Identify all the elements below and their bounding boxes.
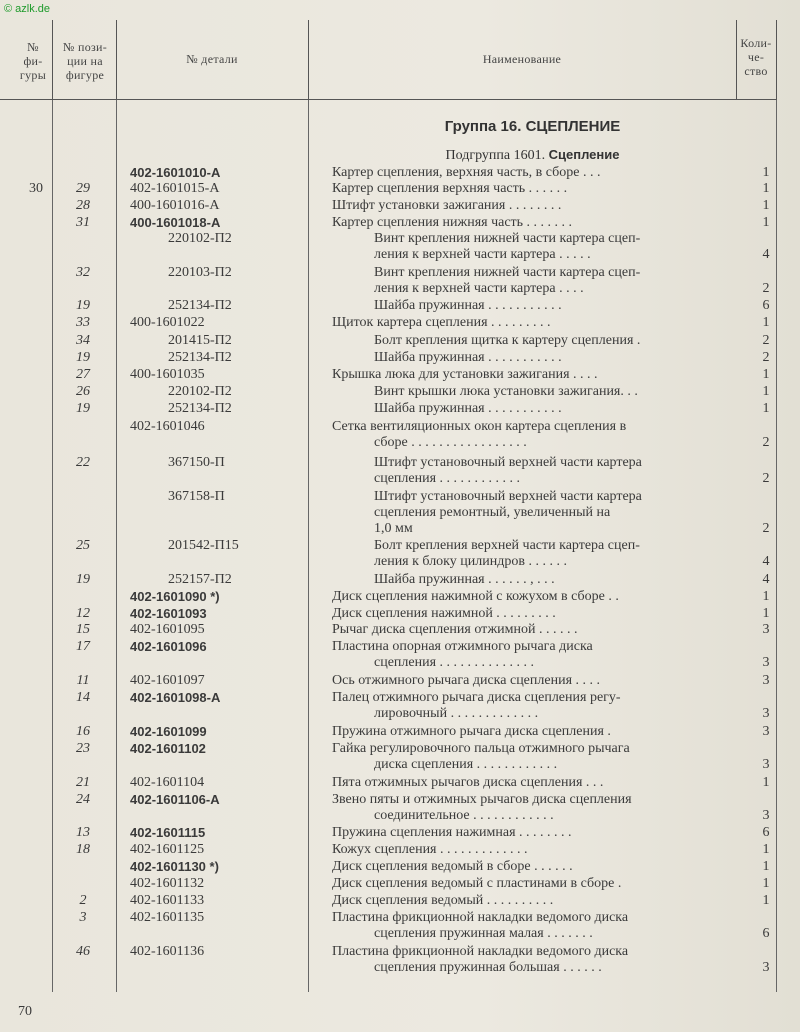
row-name xyxy=(332,825,732,841)
table-header xyxy=(0,20,800,100)
row-part-number: 201542-П15 xyxy=(168,538,239,553)
row-position: 46 xyxy=(76,944,90,959)
row-name-line: Шайба пружинная . . . . . . . . . . . xyxy=(374,401,562,416)
row-part-number: 201415-П2 xyxy=(168,333,232,348)
row-quantity: 2 xyxy=(762,471,770,486)
row-name xyxy=(332,792,732,824)
row-name-line: Звено пяты и отжимных рычагов диска сцепления xyxy=(332,792,632,807)
row-name-line: Картер сцепления, верхняя часть, в сборе . . . xyxy=(332,165,601,180)
row-name-line: диска сцепления . . . . . . . . . . . . xyxy=(374,757,558,772)
row-part-number: 402-1601046 xyxy=(130,419,205,434)
row-part-number: 252157-П2 xyxy=(168,572,232,587)
row-quantity: 1 xyxy=(762,181,770,196)
row-quantity: 1 xyxy=(762,859,770,874)
group-title: Группа 16. СЦЕПЛЕНИЕ xyxy=(444,118,621,135)
row-name xyxy=(332,842,732,858)
row-name-line: Картер сцепления нижняя часть . . . . . . . xyxy=(332,215,573,230)
row-name xyxy=(374,350,732,366)
row-name-line: Диск сцепления ведомый в сборе . . . . . . xyxy=(332,859,573,874)
row-part-number: 402-1601093 xyxy=(130,606,207,621)
row-quantity: 2 xyxy=(762,281,770,296)
row-name xyxy=(332,673,732,689)
row-quantity: 1 xyxy=(762,589,770,604)
row-quantity: 2 xyxy=(762,333,770,348)
header-pos: № пози- ции на фигуре xyxy=(62,40,108,82)
row-part-number: 252134-П2 xyxy=(168,298,232,313)
row-part-number: 220102-П2 xyxy=(168,384,232,399)
row-quantity: 3 xyxy=(762,706,770,721)
row-name xyxy=(374,489,732,537)
row-name-line: Штифт установки зажигания . . . . . . . . xyxy=(332,198,562,213)
row-name-line: Щиток картера сцепления . . . . . . . . . xyxy=(332,315,551,330)
row-name-line: Пружина сцепления нажимная . . . . . . . . xyxy=(332,825,572,840)
row-part-number: 220103-П2 xyxy=(168,265,232,280)
row-quantity: 1 xyxy=(762,165,770,180)
row-part-number: 402-1601125 xyxy=(130,842,205,857)
row-quantity: 4 xyxy=(762,247,770,262)
row-part-number: 367150-П xyxy=(168,455,225,470)
row-name xyxy=(374,384,732,400)
row-name xyxy=(332,622,732,638)
row-part-number: 402-1601133 xyxy=(130,893,205,908)
row-quantity: 4 xyxy=(762,554,770,569)
row-part-number: 402-1601099 xyxy=(130,724,207,739)
row-position: 25 xyxy=(76,538,90,553)
row-name xyxy=(374,401,732,417)
row-position: 18 xyxy=(76,842,90,857)
row-name-line: Пластина фрикционной накладки ведомого диска xyxy=(332,910,629,925)
row-name xyxy=(332,215,732,231)
row-quantity: 2 xyxy=(762,350,770,365)
row-position: 11 xyxy=(76,673,90,688)
row-quantity: 3 xyxy=(762,960,770,975)
row-fig: 30 xyxy=(29,181,43,196)
row-part-number: 402-1601096 xyxy=(130,639,207,654)
row-name xyxy=(332,165,732,181)
row-name xyxy=(332,606,732,622)
row-position: 17 xyxy=(76,639,90,654)
row-part-number: 402-1601097 xyxy=(130,673,205,688)
row-part-number: 402-1601015-А xyxy=(130,181,220,196)
row-part-number: 402-1601090 *) xyxy=(130,589,220,604)
row-part-number: 402-1601130 *) xyxy=(130,859,219,874)
row-name-line: Штифт установочный верхней части картера xyxy=(374,455,642,470)
row-position: 26 xyxy=(76,384,90,399)
row-name xyxy=(374,572,732,588)
row-position: 22 xyxy=(76,455,90,470)
row-part-number: 252134-П2 xyxy=(168,350,232,365)
row-name-line: ления к верхней части картера . . . . xyxy=(374,281,584,296)
row-part-number: 402-1601132 xyxy=(130,876,205,891)
row-name-line: сцепления пружинная большая . . . . . . xyxy=(374,960,602,975)
row-quantity: 1 xyxy=(762,384,770,399)
row-position: 29 xyxy=(76,181,90,196)
row-part-number: 400-1601018-А xyxy=(130,215,221,230)
row-name-line: Сетка вентиляционных окон картера сцепления в xyxy=(332,419,627,434)
row-name-line: Диск сцепления нажимной . . . . . . . . . xyxy=(332,606,556,621)
row-name-line: Гайка регулировочного пальца отжимного рычага xyxy=(332,741,630,756)
row-part-number: 402-1601010-А xyxy=(130,165,221,180)
header-qty: Коли- че- ство xyxy=(740,36,772,78)
row-name-line: Кожух сцепления . . . . . . . . . . . . . xyxy=(332,842,528,857)
row-position: 31 xyxy=(76,215,90,230)
row-position: 3 xyxy=(79,910,87,925)
row-name xyxy=(332,181,732,197)
row-name-line: Рычаг диска сцепления отжимной . . . . . . xyxy=(332,622,578,637)
row-name xyxy=(332,198,732,214)
row-name-line: ления к блоку цилиндров . . . . . . xyxy=(374,554,567,569)
row-position: 15 xyxy=(76,622,90,637)
row-quantity: 1 xyxy=(762,367,770,382)
row-part-number: 402-1601106-А xyxy=(130,792,220,807)
row-quantity: 1 xyxy=(762,401,770,416)
page-number: 70 xyxy=(18,1004,32,1019)
row-name xyxy=(332,315,732,331)
row-name-line: сцепления пружинная малая . . . . . . . xyxy=(374,926,593,941)
row-position: 14 xyxy=(76,690,90,705)
row-name xyxy=(332,589,732,605)
header-fig: № фи- гуры xyxy=(19,40,47,82)
row-part-number: 402-1601104 xyxy=(130,775,205,790)
row-name xyxy=(374,298,732,314)
row-name-line: Крышка люка для установки зажигания . . . . xyxy=(332,367,598,382)
row-part-number: 400-1601035 xyxy=(130,367,205,382)
row-quantity: 1 xyxy=(762,198,770,213)
row-name-line: Болт крепления верхней части картера сцеп- xyxy=(374,538,640,553)
row-quantity: 3 xyxy=(762,655,770,670)
row-name xyxy=(332,893,732,909)
row-name xyxy=(374,455,732,487)
row-part-number: 400-1601016-А xyxy=(130,198,220,213)
row-name xyxy=(332,724,732,740)
row-name xyxy=(332,741,732,773)
watermark: © azlk.de xyxy=(4,3,51,15)
row-name xyxy=(332,639,732,671)
row-name-line: Шайба пружинная . . . . . . . . . . . xyxy=(374,298,562,313)
row-part-number: 400-1601022 xyxy=(130,315,205,330)
row-position: 13 xyxy=(76,825,90,840)
row-quantity: 1 xyxy=(762,893,770,908)
row-name-line: Штифт установочный верхней части картера xyxy=(374,489,642,504)
row-quantity: 1 xyxy=(762,842,770,857)
row-name xyxy=(374,231,732,263)
row-name-line: сборе . . . . . . . . . . . . . . . . . xyxy=(374,435,527,450)
row-name-line: Диск сцепления нажимной с кожухом в сборе . . xyxy=(332,589,619,604)
row-quantity: 4 xyxy=(762,572,770,587)
row-position: 16 xyxy=(76,724,90,739)
row-part-number: 402-1601136 xyxy=(130,944,205,959)
row-name-line: Винт крепления нижней части картера сцеп- xyxy=(374,265,641,280)
header-name: Наименование xyxy=(482,52,562,66)
row-name-line: Картер сцепления верхняя часть . . . . . . xyxy=(332,181,568,196)
row-part-number: 402-1601098-А xyxy=(130,690,221,705)
row-quantity: 2 xyxy=(762,435,770,450)
row-quantity: 3 xyxy=(762,724,770,739)
row-quantity: 1 xyxy=(762,215,770,230)
row-position: 2 xyxy=(79,893,87,908)
row-quantity: 3 xyxy=(762,673,770,688)
row-position: 19 xyxy=(76,298,90,313)
row-quantity: 3 xyxy=(762,757,770,772)
row-position: 19 xyxy=(76,350,90,365)
row-quantity: 3 xyxy=(762,622,770,637)
row-name-line: Шайба пружинная . . . . . . , . . . xyxy=(374,572,555,587)
row-name-line: Винт крышки люка установки зажигания. . . xyxy=(374,384,638,399)
row-part-number: 402-1601095 xyxy=(130,622,205,637)
row-quantity: 2 xyxy=(762,521,770,536)
header-part: № детали xyxy=(186,52,238,66)
row-name-line: Шайба пружинная . . . . . . . . . . . xyxy=(374,350,562,365)
row-name-line: лировочный . . . . . . . . . . . . . xyxy=(374,706,539,721)
row-quantity: 1 xyxy=(762,876,770,891)
row-name xyxy=(332,367,732,383)
row-position: 34 xyxy=(76,333,90,348)
row-position: 12 xyxy=(76,606,90,621)
row-position: 19 xyxy=(76,572,90,587)
row-name-line: сцепления ремонтный, увеличенный на xyxy=(374,505,611,520)
row-name xyxy=(332,910,732,942)
row-position: 19 xyxy=(76,401,90,416)
row-part-number: 402-1601102 xyxy=(130,741,206,756)
row-name-line: Пята отжимных рычагов диска сцепления . . . xyxy=(332,775,604,790)
row-name-line: Диск сцепления ведомый с пластинами в сборе . xyxy=(332,876,622,891)
row-position: 33 xyxy=(76,315,90,330)
row-position: 32 xyxy=(76,265,90,280)
row-name xyxy=(332,775,732,791)
row-name-line: Винт крепления нижней части картера сцеп- xyxy=(374,231,641,246)
row-part-number: 402-1601115 xyxy=(130,825,206,840)
row-position: 27 xyxy=(76,367,90,382)
row-part-number: 252134-П2 xyxy=(168,401,232,416)
row-name-line: Пластина фрикционной накладки ведомого диска xyxy=(332,944,629,959)
row-name xyxy=(332,690,732,722)
row-part-number: 220102-П2 xyxy=(168,231,232,246)
row-quantity: 6 xyxy=(762,926,770,941)
row-name-line: сцепления . . . . . . . . . . . . . . xyxy=(374,655,535,670)
row-name xyxy=(332,859,732,875)
row-name-line: Диск сцепления ведомый . . . . . . . . . . xyxy=(332,893,554,908)
row-name-line: сцепления . . . . . . . . . . . . xyxy=(374,471,521,486)
row-name-line: Палец отжимного рычага диска сцепления регу- xyxy=(332,690,621,705)
subgroup-title: Подгруппа 1601. Сцепление xyxy=(445,147,620,163)
row-position: 23 xyxy=(76,741,90,756)
row-quantity: 3 xyxy=(762,808,770,823)
row-name xyxy=(374,265,732,297)
row-name xyxy=(332,419,732,451)
row-name xyxy=(374,333,732,349)
row-quantity: 6 xyxy=(762,298,770,313)
row-part-number: 402-1601135 xyxy=(130,910,205,925)
row-quantity: 6 xyxy=(762,825,770,840)
row-part-number: 367158-П xyxy=(168,489,225,504)
row-name xyxy=(374,538,732,570)
row-position: 21 xyxy=(76,775,90,790)
row-position: 24 xyxy=(76,792,90,807)
row-name xyxy=(332,876,732,892)
row-name-line: ления к верхней части картера . . . . . xyxy=(374,247,591,262)
row-quantity: 1 xyxy=(762,775,770,790)
row-quantity: 1 xyxy=(762,606,770,621)
row-name-line: соединительное . . . . . . . . . . . . xyxy=(374,808,554,823)
row-name xyxy=(332,944,732,976)
row-name-line: 1,0 мм xyxy=(374,521,413,536)
row-name-line: Пружина отжимного рычага диска сцепления . xyxy=(332,724,611,739)
row-name-line: Ось отжимного рычага диска сцепления . . . . xyxy=(332,673,601,688)
row-name-line: Болт крепления щитка к картеру сцепления . xyxy=(374,333,641,348)
row-position: 28 xyxy=(76,198,90,213)
row-quantity: 1 xyxy=(762,315,770,330)
row-name-line: Пластина опорная отжимного рычага диска xyxy=(332,639,593,654)
